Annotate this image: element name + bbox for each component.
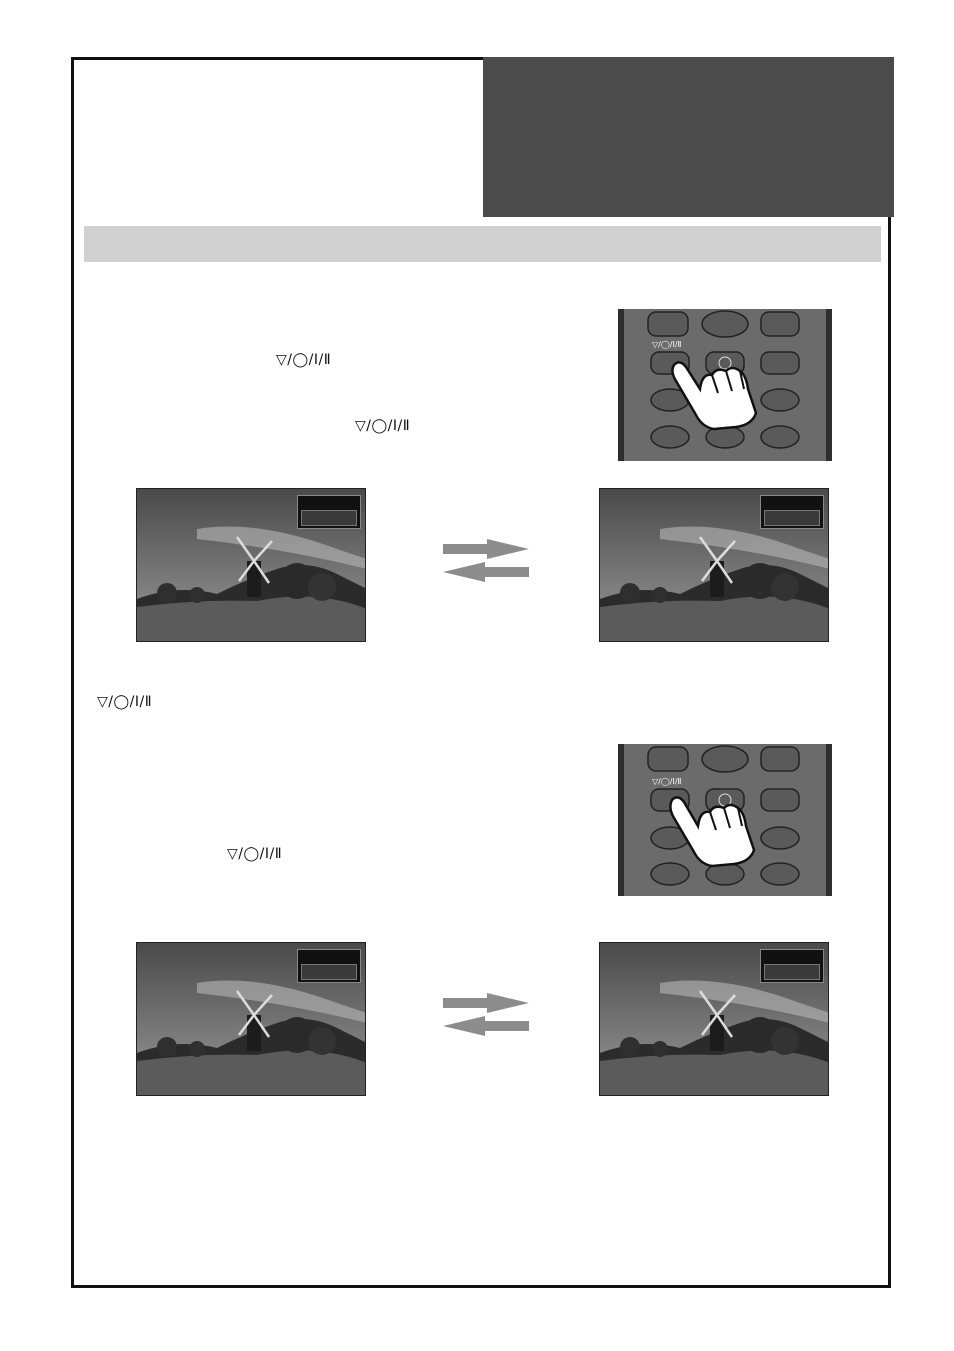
on-screen-display-box bbox=[297, 949, 361, 983]
remote-control-illustration bbox=[618, 309, 832, 461]
tv-screen-windmill bbox=[136, 942, 366, 1096]
audio-mode-symbol: ▽/◯/Ⅰ/Ⅱ bbox=[276, 352, 332, 368]
arrow-right-icon bbox=[443, 539, 529, 559]
audio-mode-symbol: ▽/◯/Ⅰ/Ⅱ bbox=[355, 418, 411, 434]
tv-screen-windmill bbox=[136, 488, 366, 642]
arrow-left-icon bbox=[443, 1016, 529, 1036]
audio-mode-symbol: ▽/◯/Ⅰ/Ⅱ bbox=[227, 846, 283, 862]
header-title-block bbox=[483, 57, 894, 217]
on-screen-display-box bbox=[760, 495, 824, 529]
toggle-arrows bbox=[441, 538, 531, 588]
toggle-arrows bbox=[441, 992, 531, 1042]
section-heading-bar bbox=[84, 226, 881, 262]
tv-screen-windmill bbox=[599, 942, 829, 1096]
audio-mode-symbol: ▽/◯/Ⅰ/Ⅱ bbox=[97, 694, 153, 710]
on-screen-display-box bbox=[297, 495, 361, 529]
remote-control-illustration bbox=[618, 744, 832, 896]
arrow-left-icon bbox=[443, 562, 529, 582]
tv-screen-windmill bbox=[599, 488, 829, 642]
arrow-right-icon bbox=[443, 993, 529, 1013]
on-screen-display-box bbox=[760, 949, 824, 983]
remote-button-label: ▽/◯/Ⅰ/Ⅱ bbox=[652, 777, 682, 786]
remote-button-label: ▽/◯/Ⅰ/Ⅱ bbox=[652, 340, 682, 349]
